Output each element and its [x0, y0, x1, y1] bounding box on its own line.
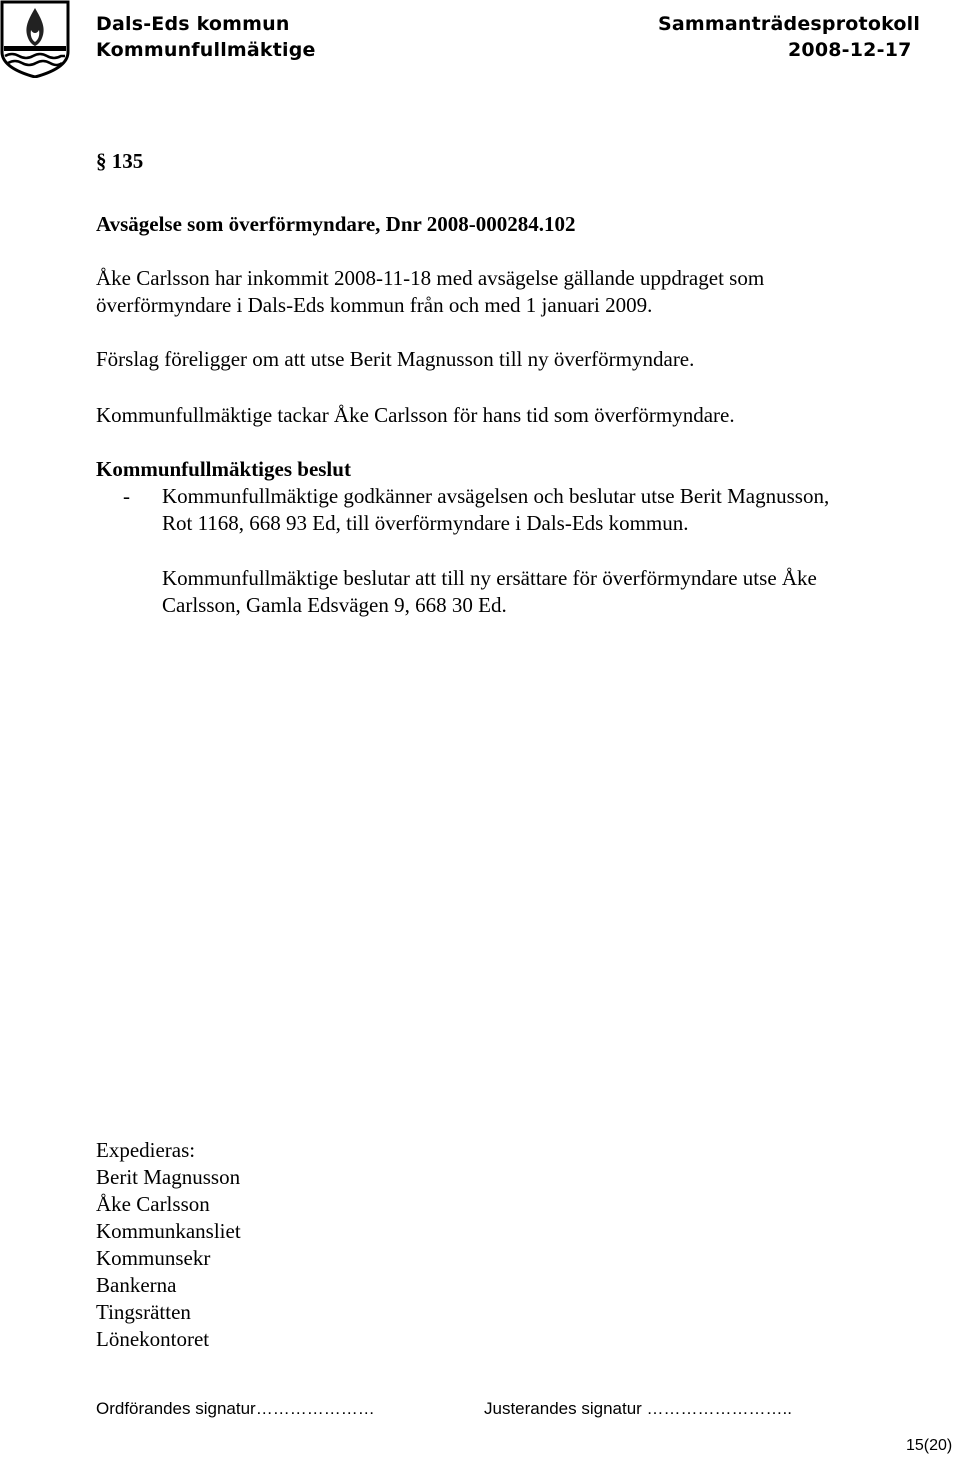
decision-bullet: -: [123, 484, 130, 508]
distribution-list: [96, 1137, 241, 1353]
decision-heading: Kommunfullmäktiges beslut: [96, 457, 351, 481]
paragraph-line: Åke Carlsson har inkommit 2008-11-18 med avsägelse gällande uppdraget som: [96, 266, 765, 290]
recipient-item: Bankerna: [96, 1273, 177, 1297]
paragraph-proposal: Förslag föreligger om att utse Berit Magnusson till ny överförmyndare.: [96, 347, 695, 371]
paragraph-symbol: §: [96, 149, 107, 173]
recipient-item: Lönekontoret: [96, 1327, 210, 1351]
section-number-value: 135: [111, 149, 144, 173]
logo-graphic: [0, 0, 70, 78]
header-organization: Dals-Eds kommun: [96, 13, 290, 35]
recipient-item: Kommunsekr: [96, 1246, 211, 1270]
distribution-heading: Expedieras:: [96, 1138, 196, 1162]
section-number: [96, 148, 143, 175]
decision-item-line: Carlsson, Gamla Edsvägen 9, 668 30 Ed.: [162, 593, 507, 617]
paragraph-line: överförmyndare i Dals-Eds kommun från och med 1 januari 2009.: [96, 293, 653, 317]
chair-signature-line: Ordförandes signatur…………………: [96, 1399, 375, 1418]
municipal-logo-icon: [0, 0, 70, 78]
paragraph-thanks: Kommunfullmäktige tackar Åke Carlsson för hans tid som överförmyndare.: [96, 403, 735, 427]
decision-item-line: Rot 1168, 668 93 Ed, till överförmyndare i Dals-Eds kommun.: [162, 511, 689, 535]
decision-item-line: Kommunfullmäktige godkänner avsägelsen och beslutar utse Berit Magnusson,: [162, 484, 830, 508]
header-doc-type: Sammanträdesprotokoll: [658, 13, 921, 35]
section-title: Avsägelse som överförmyndare, Dnr 2008-000284.102: [96, 212, 576, 236]
recipient-item: Berit Magnusson: [96, 1165, 241, 1189]
header-body: Kommunfullmäktige: [96, 39, 316, 61]
adjuster-signature-line: Justerandes signatur ……………………..: [484, 1399, 792, 1418]
recipient-item: Tingsrätten: [96, 1300, 191, 1324]
recipient-item: Åke Carlsson: [96, 1192, 210, 1216]
decision-item-line: Kommunfullmäktige beslutar att till ny ersättare för överförmyndare utse Åke: [162, 566, 817, 590]
header-date: 2008-12-17: [788, 39, 912, 61]
recipient-item: Kommunkansliet: [96, 1219, 241, 1243]
page-number: 15(20): [906, 1437, 953, 1454]
